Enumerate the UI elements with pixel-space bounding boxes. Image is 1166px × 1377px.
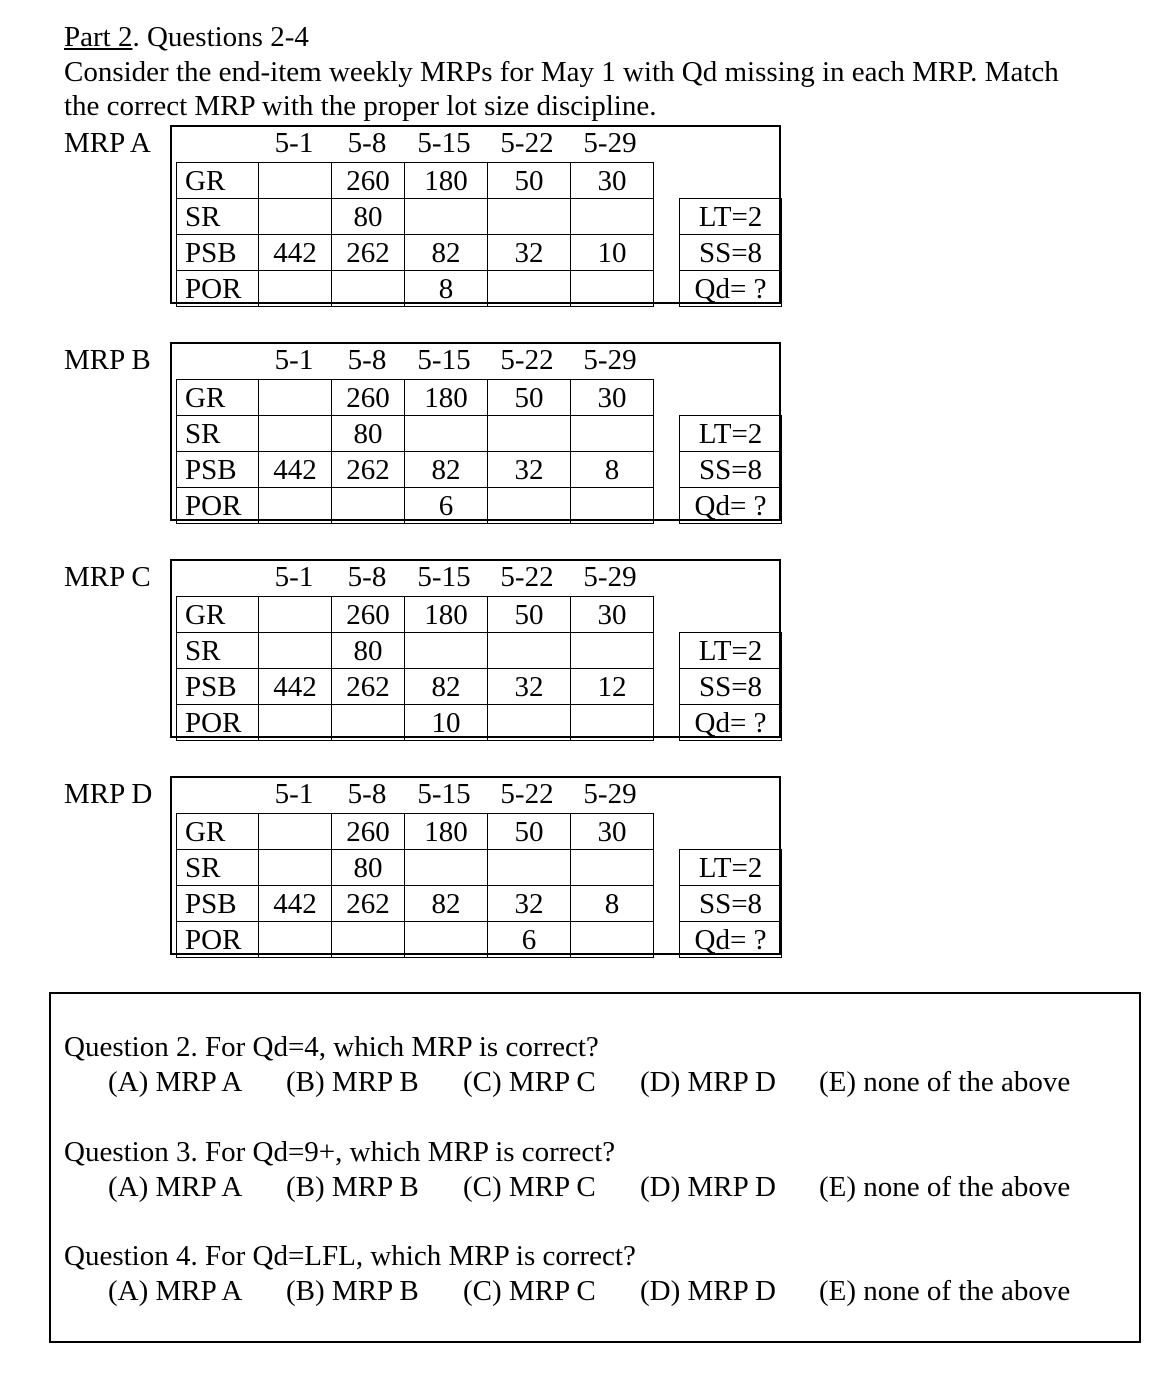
question-4-text: Question 4. For Qd=LFL, which MRP is correct? xyxy=(64,1240,636,1272)
mrp-cell xyxy=(259,488,332,524)
answer-option[interactable]: (C) MRP C xyxy=(463,1275,596,1307)
mrp-cell: 80 xyxy=(332,199,405,235)
mrp-row-sr xyxy=(177,416,654,452)
mrp-cell xyxy=(259,922,332,958)
mrp-cell: 6 xyxy=(488,922,571,958)
answer-option[interactable]: (B) MRP B xyxy=(286,1275,419,1307)
mrp-label: MRP D xyxy=(64,778,153,810)
mrp-label: MRP C xyxy=(64,561,151,593)
mrp-cell xyxy=(405,416,488,452)
mrp-cell: 442 xyxy=(259,886,332,922)
answer-option[interactable]: (B) MRP B xyxy=(286,1171,419,1203)
mrp-cell xyxy=(405,199,488,235)
mrp-cell xyxy=(332,271,405,307)
mrp-cell xyxy=(405,633,488,669)
mrp-cell xyxy=(259,199,332,235)
mrp-cell: 262 xyxy=(332,452,405,488)
lead-time: LT=2 xyxy=(680,850,782,886)
order-quantity: Qd= ? xyxy=(680,488,782,524)
mrp-cell: 50 xyxy=(488,163,571,199)
mrp-grid xyxy=(176,379,654,524)
mrp-cell: 180 xyxy=(405,597,488,633)
mrp-cell xyxy=(488,416,571,452)
mrp-cell: 32 xyxy=(488,669,571,705)
answer-option[interactable]: (D) MRP D xyxy=(640,1275,776,1307)
mrp-row-gr xyxy=(177,163,654,199)
mrp-cell xyxy=(259,705,332,741)
mrp-cell: 260 xyxy=(332,380,405,416)
mrp-label: MRP A xyxy=(64,127,151,159)
mrp-cell: 10 xyxy=(571,235,654,271)
period-date: 5-29 xyxy=(583,778,637,810)
mrp-parameters xyxy=(679,198,782,307)
mrp-cell xyxy=(571,705,654,741)
mrp-cell: 262 xyxy=(332,669,405,705)
mrp-cell: 50 xyxy=(488,814,571,850)
answer-option[interactable]: (B) MRP B xyxy=(286,1066,419,1098)
mrp-cell xyxy=(259,380,332,416)
mrp-cell: 8 xyxy=(571,452,654,488)
period-date: 5-29 xyxy=(583,127,637,159)
order-quantity: Qd= ? xyxy=(680,705,782,741)
row-label: POR xyxy=(177,705,259,741)
row-label: PSB xyxy=(177,886,259,922)
row-label: POR xyxy=(177,488,259,524)
question-2-text: Question 2. For Qd=4, which MRP is correct? xyxy=(64,1031,599,1063)
period-date: 5-15 xyxy=(417,561,471,593)
mrp-cell xyxy=(571,850,654,886)
mrp-cell: 30 xyxy=(571,380,654,416)
row-label: PSB xyxy=(177,235,259,271)
part-heading xyxy=(64,20,309,54)
period-date: 5-15 xyxy=(417,344,471,376)
mrp-cell: 80 xyxy=(332,416,405,452)
period-date: 5-15 xyxy=(417,127,471,159)
lead-time: LT=2 xyxy=(680,199,782,235)
lead-time: LT=2 xyxy=(680,416,782,452)
mrp-cell: 180 xyxy=(405,380,488,416)
mrp-row-sr xyxy=(177,633,654,669)
mrp-cell: 50 xyxy=(488,380,571,416)
period-date: 5-22 xyxy=(500,127,554,159)
mrp-cell: 10 xyxy=(405,705,488,741)
mrp-cell xyxy=(488,633,571,669)
mrp-cell xyxy=(259,850,332,886)
mrp-row-gr xyxy=(177,380,654,416)
mrp-cell: 80 xyxy=(332,850,405,886)
mrp-cell: 262 xyxy=(332,886,405,922)
period-date: 5-8 xyxy=(347,344,387,376)
period-date: 5-22 xyxy=(500,344,554,376)
answer-option[interactable]: (D) MRP D xyxy=(640,1066,776,1098)
mrp-cell xyxy=(571,199,654,235)
mrp-parameters xyxy=(679,415,782,524)
mrp-cell xyxy=(259,416,332,452)
order-quantity: Qd= ? xyxy=(680,271,782,307)
part-suffix: . Questions 2-4 xyxy=(132,21,309,53)
mrp-row-psb xyxy=(177,669,654,705)
mrp-row-psb xyxy=(177,235,654,271)
period-date: 5-29 xyxy=(583,344,637,376)
row-label: POR xyxy=(177,271,259,307)
mrp-grid xyxy=(176,596,654,741)
mrp-cell: 30 xyxy=(571,163,654,199)
lead-time: LT=2 xyxy=(680,633,782,669)
part-label: Part 2 xyxy=(64,21,133,53)
mrp-row-por xyxy=(177,488,654,524)
mrp-label: MRP B xyxy=(64,344,151,376)
mrp-cell: 32 xyxy=(488,235,571,271)
mrp-cell xyxy=(488,199,571,235)
mrp-cell: 6 xyxy=(405,488,488,524)
row-label: PSB xyxy=(177,669,259,705)
mrp-cell xyxy=(259,814,332,850)
mrp-row-por xyxy=(177,705,654,741)
mrp-cell xyxy=(405,850,488,886)
mrp-cell: 50 xyxy=(488,597,571,633)
mrp-cell xyxy=(332,922,405,958)
mrp-cell xyxy=(259,271,332,307)
question-3-text: Question 3. For Qd=9+, which MRP is correct? xyxy=(64,1136,616,1168)
mrp-row-sr xyxy=(177,199,654,235)
mrp-row-por xyxy=(177,271,654,307)
mrp-cell: 12 xyxy=(571,669,654,705)
period-date: 5-8 xyxy=(347,127,387,159)
row-label: SR xyxy=(177,416,259,452)
mrp-cell: 30 xyxy=(571,814,654,850)
mrp-cell: 260 xyxy=(332,597,405,633)
mrp-cell: 32 xyxy=(488,452,571,488)
order-quantity: Qd= ? xyxy=(680,922,782,958)
instructions-line-2: the correct MRP with the proper lot size discipline. xyxy=(64,90,657,122)
mrp-cell: 82 xyxy=(405,886,488,922)
answer-option[interactable]: (E) none of the above xyxy=(819,1066,1071,1098)
row-label: PSB xyxy=(177,452,259,488)
mrp-cell xyxy=(488,850,571,886)
mrp-cell xyxy=(571,271,654,307)
answer-option[interactable]: (C) MRP C xyxy=(463,1066,596,1098)
mrp-cell: 82 xyxy=(405,235,488,271)
mrp-cell: 8 xyxy=(405,271,488,307)
mrp-cell xyxy=(488,705,571,741)
mrp-row-psb xyxy=(177,452,654,488)
period-date: 5-15 xyxy=(417,778,471,810)
mrp-cell xyxy=(259,633,332,669)
row-label: SR xyxy=(177,633,259,669)
row-label: GR xyxy=(177,163,259,199)
period-date: 5-22 xyxy=(500,778,554,810)
period-date: 5-1 xyxy=(274,561,314,593)
row-label: SR xyxy=(177,199,259,235)
row-label: GR xyxy=(177,814,259,850)
mrp-cell: 82 xyxy=(405,452,488,488)
mrp-cell: 8 xyxy=(571,886,654,922)
safety-stock: SS=8 xyxy=(680,886,782,922)
mrp-cell: 260 xyxy=(332,163,405,199)
row-label: SR xyxy=(177,850,259,886)
mrp-cell: 180 xyxy=(405,163,488,199)
mrp-cell: 82 xyxy=(405,669,488,705)
answer-option[interactable]: (A) MRP A xyxy=(108,1275,243,1307)
safety-stock: SS=8 xyxy=(680,669,782,705)
mrp-cell xyxy=(571,922,654,958)
period-date: 5-29 xyxy=(583,561,637,593)
answer-option[interactable]: (A) MRP A xyxy=(108,1066,243,1098)
mrp-cell: 442 xyxy=(259,235,332,271)
period-date: 5-1 xyxy=(274,344,314,376)
row-label: GR xyxy=(177,597,259,633)
row-label: POR xyxy=(177,922,259,958)
mrp-cell: 30 xyxy=(571,597,654,633)
mrp-cell xyxy=(259,597,332,633)
mrp-cell xyxy=(332,488,405,524)
safety-stock: SS=8 xyxy=(680,235,782,271)
answer-option[interactable]: (C) MRP C xyxy=(463,1171,596,1203)
answer-option[interactable]: (D) MRP D xyxy=(640,1171,776,1203)
mrp-grid xyxy=(176,162,654,307)
mrp-row-gr xyxy=(177,597,654,633)
mrp-cell xyxy=(332,705,405,741)
mrp-row-psb xyxy=(177,886,654,922)
mrp-cell: 180 xyxy=(405,814,488,850)
period-date: 5-1 xyxy=(274,127,314,159)
mrp-cell xyxy=(571,416,654,452)
mrp-cell: 32 xyxy=(488,886,571,922)
mrp-cell xyxy=(259,163,332,199)
answer-option[interactable]: (A) MRP A xyxy=(108,1171,243,1203)
mrp-parameters xyxy=(679,632,782,741)
mrp-cell: 262 xyxy=(332,235,405,271)
row-label: GR xyxy=(177,380,259,416)
period-date: 5-22 xyxy=(500,561,554,593)
safety-stock: SS=8 xyxy=(680,452,782,488)
mrp-cell xyxy=(405,922,488,958)
mrp-parameters xyxy=(679,849,782,958)
mrp-row-gr xyxy=(177,814,654,850)
mrp-cell: 80 xyxy=(332,633,405,669)
mrp-grid xyxy=(176,813,654,958)
mrp-cell xyxy=(488,488,571,524)
mrp-cell xyxy=(571,488,654,524)
period-date: 5-1 xyxy=(274,778,314,810)
mrp-cell: 442 xyxy=(259,669,332,705)
period-date: 5-8 xyxy=(347,561,387,593)
answer-option[interactable]: (E) none of the above xyxy=(819,1275,1071,1307)
mrp-row-por xyxy=(177,922,654,958)
period-date: 5-8 xyxy=(347,778,387,810)
instructions-line-1: Consider the end-item weekly MRPs for May 1 with Qd missing in each MRP. Match xyxy=(64,56,1059,88)
mrp-row-sr xyxy=(177,850,654,886)
mrp-cell xyxy=(571,633,654,669)
mrp-cell xyxy=(488,271,571,307)
mrp-cell: 442 xyxy=(259,452,332,488)
mrp-cell: 260 xyxy=(332,814,405,850)
answer-option[interactable]: (E) none of the above xyxy=(819,1171,1071,1203)
